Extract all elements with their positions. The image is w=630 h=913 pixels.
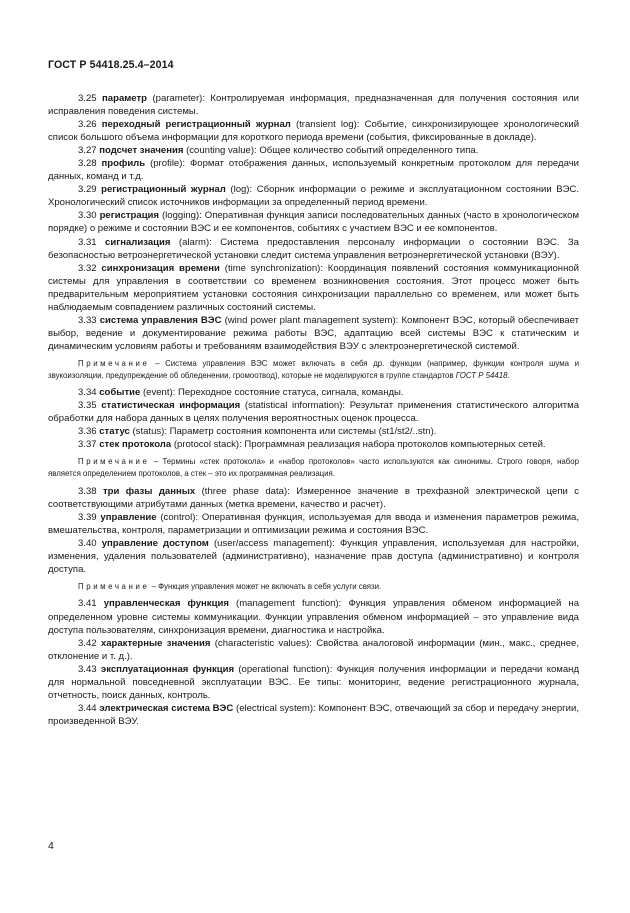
entry-term: статус bbox=[99, 426, 130, 438]
definition-3-37 bbox=[48, 438, 579, 451]
entry-definition: Система предоставления персоналу информации о состоянии ВЭС. За безопасностью ветроэнергетической установки следит система управления ветроэнергетической установки (ВЭУ). bbox=[48, 236, 579, 261]
definition-3-35 bbox=[48, 399, 579, 425]
entry-english-term: (user/access management): bbox=[214, 537, 335, 549]
definition-3-42 bbox=[48, 637, 579, 663]
entry-definition: Координация появлений состояния коммуникационной системы для управления в соответствии со временем возникновения состояния. Этот процесс может быть предварительным мероприятием установки состояния синхронизации параллельно со временем, или может быть наблюдаемым совпадением различных состояний системы. bbox=[48, 262, 579, 313]
entry-number: 3.42 bbox=[78, 637, 97, 649]
definition-3-31 bbox=[48, 236, 579, 262]
entry-number: 3.36 bbox=[78, 426, 97, 438]
entry-english-term: (time synchronization): bbox=[224, 262, 323, 274]
definition-3-38 bbox=[48, 485, 579, 511]
note-access-management bbox=[48, 581, 579, 593]
definition-3-33 bbox=[48, 314, 579, 353]
entry-definition: Контролируемая информация, предназначенная для получения состояния или исправления поведения системы. bbox=[48, 93, 580, 118]
entry-number: 3.44 bbox=[78, 702, 97, 714]
entry-number: 3.34 bbox=[78, 387, 97, 399]
entry-definition: Свойства аналоговой информации (мин., макс., среднее, отклонение и т. д.). bbox=[48, 637, 579, 662]
entry-number: 3.31 bbox=[78, 236, 97, 248]
entry-english-term: (control): bbox=[160, 511, 199, 523]
note-management-system bbox=[48, 358, 579, 381]
entry-english-term: (wind power plant management system): bbox=[224, 314, 399, 326]
entry-definition: Измеренное значение в трехфазной электрической цепи с соответствующими атрибутами данных (метка времени, качество и расчет). bbox=[48, 485, 580, 510]
entry-number: 3.30 bbox=[78, 210, 97, 222]
entry-definition: Переходное состояние статуса, сигнала, команды. bbox=[177, 387, 404, 399]
entry-english-term: (characteristic values): bbox=[214, 637, 312, 649]
definition-3-44 bbox=[48, 702, 579, 728]
entry-number: 3.33 bbox=[78, 314, 97, 326]
note-text: – Термины «стек протокола» и «набор протоколов» часто используются как синонимы. Строго говоря, набор является определением протоколов, а стек – это их программная реализация. bbox=[48, 457, 579, 478]
definition-3-41 bbox=[48, 597, 579, 636]
entry-definition: Функция получения информации и передачи команд для нормальной повседневной эксплуатации ВЭС. Ее типы: мониторинг, ведение регистрационного журнала, отчетность, поиск данных, контроль. bbox=[48, 663, 580, 701]
entry-english-term: (profile): bbox=[150, 158, 186, 170]
entry-definition: Функция управления обменом информацией на определенном уровне системы коммуникации. Функции управления обменом информацией – это управление вида доступа пользователям, синхронизация времени, диагностика и настройка. bbox=[48, 598, 580, 636]
entry-english-term: (three phase data): bbox=[201, 485, 290, 497]
definition-3-25 bbox=[48, 92, 579, 118]
entry-number: 3.32 bbox=[78, 262, 97, 274]
entry-number: 3.28 bbox=[78, 158, 97, 170]
entry-term: синхронизация времени bbox=[101, 262, 220, 274]
entry-term: регистрационный журнал bbox=[101, 184, 226, 196]
entry-term: событие bbox=[99, 387, 141, 399]
entry-term: управление bbox=[100, 511, 157, 523]
entry-term: электрическая система ВЭС bbox=[99, 702, 234, 714]
entry-english-term: (electrical system): bbox=[236, 702, 316, 714]
entry-term: три фазы данных bbox=[103, 485, 196, 497]
note-end: . bbox=[507, 370, 510, 380]
definition-3-30 bbox=[48, 209, 579, 235]
definition-3-27 bbox=[48, 144, 579, 157]
entry-number: 3.29 bbox=[78, 184, 97, 196]
entry-definition: Параметр состояния компонента или системы (st1/st2/..stn). bbox=[169, 426, 437, 438]
entry-english-term: (log): bbox=[230, 184, 253, 196]
entry-term: регистрация bbox=[99, 210, 159, 222]
entry-term: сигнализация bbox=[105, 236, 171, 248]
entry-english-term: (alarm): bbox=[178, 236, 212, 248]
entry-number: 3.27 bbox=[78, 145, 97, 157]
entry-definition: Программная реализация набора протоколов компьютерных сетей. bbox=[244, 439, 546, 451]
definition-3-26 bbox=[48, 118, 579, 144]
entry-english-term: (transient log): bbox=[295, 119, 360, 131]
entry-english-term: (parameter): bbox=[152, 93, 205, 104]
entry-definition: Компонент ВЭС, отвечающий за сбор и передачу энергии, произведенной ВЭУ. bbox=[48, 702, 579, 727]
entry-english-term: (statistical information): bbox=[244, 400, 346, 412]
note-label: Примечание bbox=[78, 358, 150, 368]
entry-term: управленческая функция bbox=[103, 598, 229, 610]
definition-3-43 bbox=[48, 663, 579, 702]
definition-3-34 bbox=[48, 386, 579, 399]
entry-term: стек протокола bbox=[99, 439, 172, 451]
entry-definition: Функция управления, используемая для настройки, изменения, удаления пользователей (административно), назначение прав доступа (административно) и контроля доступа. bbox=[48, 537, 580, 575]
note-label: Примечание bbox=[78, 457, 150, 467]
entry-number: 3.40 bbox=[78, 537, 97, 549]
entry-number: 3.37 bbox=[78, 439, 97, 451]
definition-3-32 bbox=[48, 262, 579, 314]
entry-number: 3.38 bbox=[78, 485, 97, 497]
entry-definition: Оперативная функция записи последовательных данных (часто в хронологическом порядке) о режиме и состоянии ВЭС и ее компонентов, событиях с участием ВЭС и ее компонентов. bbox=[48, 210, 580, 235]
note-text: – Функция управления может не включать в себя услуги связи. bbox=[151, 581, 382, 591]
note-label: Примечание bbox=[78, 581, 150, 591]
definition-3-40 bbox=[48, 537, 579, 576]
entry-number: 3.41 bbox=[78, 598, 97, 610]
page-number: 4 bbox=[48, 840, 54, 852]
definition-3-29 bbox=[48, 183, 579, 209]
document-body bbox=[48, 92, 579, 728]
definition-3-36 bbox=[48, 425, 579, 438]
note-protocol-stack bbox=[48, 456, 579, 479]
entry-english-term: (operational function): bbox=[238, 663, 333, 675]
entry-term: эксплуатационная функция bbox=[100, 663, 235, 675]
entry-number: 3.25 bbox=[78, 93, 97, 104]
entry-term: статистическая информация bbox=[101, 400, 241, 412]
entry-english-term: (status): bbox=[132, 426, 167, 438]
entry-number: 3.26 bbox=[78, 119, 97, 131]
entry-definition: Общее количество событий определенного типа. bbox=[259, 145, 479, 157]
entry-number: 3.39 bbox=[78, 511, 97, 523]
entry-number: 3.43 bbox=[78, 663, 97, 675]
entry-definition: Результат применения статистического алгоритма обработки для набора данных в целях получения вероятностных оценок процесса. bbox=[48, 400, 580, 425]
entry-term: переходный регистрационный журнал bbox=[101, 119, 291, 131]
entry-definition: Событие, синхронизирующее хронологический список большого объема информации для короткого периода времени (события, фиксированные в докладе). bbox=[48, 119, 580, 144]
definition-3-28 bbox=[48, 157, 579, 183]
page-header-standard-number: ГОСТ Р 54418.25.4–2014 bbox=[48, 59, 174, 71]
entry-term: подсчет значения bbox=[99, 145, 184, 157]
definition-3-39 bbox=[48, 511, 579, 537]
entry-definition: Сборник информации о режиме и эксплуатационном состоянии ВЭС. Хронологический список источников информации за определенный период времени. bbox=[48, 184, 580, 209]
entry-english-term: (counting value): bbox=[186, 145, 257, 157]
entry-term: управление доступом bbox=[101, 537, 209, 549]
entry-english-term: (protocol stack): bbox=[173, 439, 242, 451]
entry-term: характерные значения bbox=[100, 637, 211, 649]
entry-definition: Оперативная функция, используемая для ввода и изменения параметров режима, вмешательства, контроля, параметризации и оптимизации режима и состояния ВЭС. bbox=[48, 511, 580, 536]
entry-definition: Компонент ВЭС, который обеспечивает выбор, ведение и документирование режима работы ВЭС, адаптацию всей системы ВЭС к статическим и динамическим условиям работы и требованиям взаимодействия ВЭУ с электроэнергетической системой. bbox=[48, 314, 580, 352]
entry-english-term: (logging): bbox=[161, 210, 202, 222]
entry-definition: Формат отображения данных, используемый конкретным протоколом для передачи данных, команд и т.д. bbox=[48, 158, 580, 183]
entry-number: 3.35 bbox=[78, 400, 97, 412]
entry-english-term: (event): bbox=[142, 387, 176, 399]
entry-term: параметр bbox=[102, 93, 148, 104]
note-text: – Система управления ВЭС может включать в себя др. функции (например, функции контроля шума и звукоизоляции, предупреждение об обледенении, громоотвод), которые не моделируются в группе стандартов bbox=[48, 358, 580, 380]
entry-term: система управления ВЭС bbox=[99, 314, 222, 326]
note-standard-reference: ГОСТ Р 54418 bbox=[455, 370, 508, 380]
entry-term: профиль bbox=[101, 158, 146, 170]
entry-english-term: (management function): bbox=[236, 598, 342, 610]
